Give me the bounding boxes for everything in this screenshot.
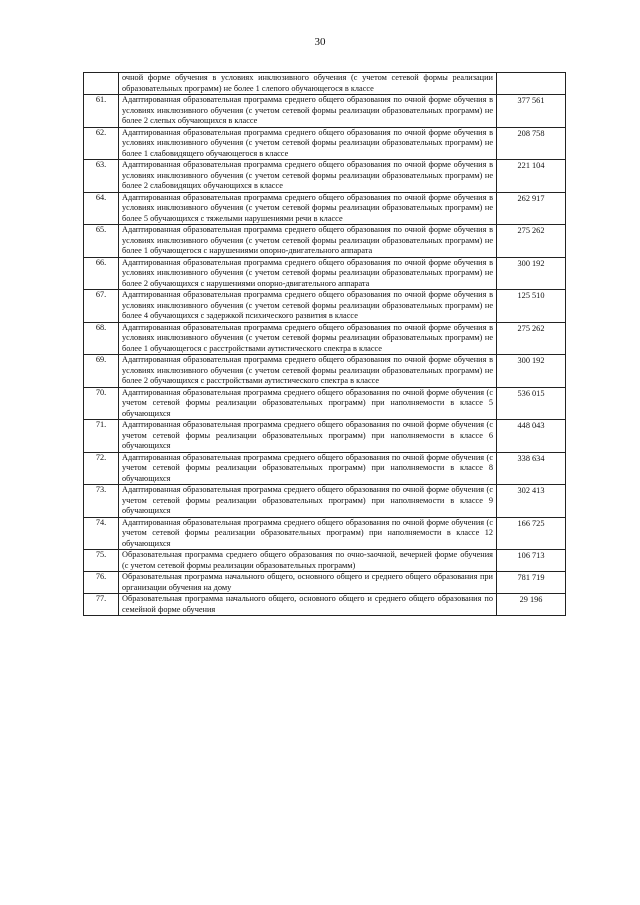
table-row [84, 160, 566, 193]
row-number [84, 73, 119, 95]
program-description: Адаптированная образовательная программа среднего общего образования по очной форме обучения в условиях инклюзивного обучения (с учетом сетевой формы реализации образовательных программ) не более 1 обучающегося с нарушениями опорно-двигательного аппарата [119, 225, 497, 258]
table-row [84, 517, 566, 550]
cost-value-cell [497, 127, 566, 160]
table-row [84, 290, 566, 323]
cost-value: 166 725 [517, 518, 545, 528]
program-description: Адаптированная образовательная программа среднего общего образования по очной форме обучения (с учетом сетевой формы реализации образовательных программ) при наполняемости в классе 9 обучающихся [119, 485, 497, 518]
table-body [84, 73, 566, 616]
cost-value-cell [497, 355, 566, 388]
program-description: Адаптированная образовательная программа среднего общего образования по очной форме обучения в условиях инклюзивного обучения (с учетом сетевой формы реализации образовательных программ) не более 5 обучающихся с тяжелыми нарушениями речи в классе [119, 192, 497, 225]
table-row [84, 550, 566, 572]
cost-value-cell [497, 225, 566, 258]
cost-value-cell [497, 550, 566, 572]
table-row [84, 322, 566, 355]
table-row [84, 485, 566, 518]
table-row [84, 594, 566, 616]
cost-value: 275 262 [517, 226, 545, 235]
program-description: Адаптированная образовательная программа среднего общего образования по очной форме обучения (с учетом сетевой формы реализации образовательных программ) при наполняемости в классе 12 обучающихся [119, 517, 497, 550]
row-number: 76. [84, 572, 119, 594]
cost-value-cell [497, 387, 566, 420]
table-row [84, 355, 566, 388]
program-description: Адаптированная образовательная программа среднего общего образования по очной форме обучения в условиях инклюзивного обучения (с учетом сетевой формы реализации образовательных программ) не более 2 слепых обучающихся в классе [119, 95, 497, 128]
page-number: 30 [314, 36, 326, 48]
table-row [84, 73, 566, 95]
program-description: Образовательная программа начального общего, основного общего и среднего общего образования по семейной форме обучения [119, 594, 497, 616]
row-number: 63. [84, 160, 119, 193]
cost-value: 29 196 [519, 595, 543, 604]
program-description: Адаптированная образовательная программа среднего общего образования по очной форме обучения в условиях инклюзивного обучения (с учетом сетевой формы реализации образовательных программ) не более 4 обучающихся с задержкой психического развития в классе [119, 290, 497, 323]
cost-value: 208 758 [517, 128, 545, 138]
program-description: Адаптированная образовательная программа среднего общего образования по очной форме обучения в условиях инклюзивного обучения (с учетом сетевой формы реализации образовательных программ) не более 1 обучающегося с расстройствами аутистического спектра в классе [119, 322, 497, 355]
program-description: Образовательная программа среднего общего образования по очно-заочной, вечерней форме обучения (с учетом сетевой формы реализации образовательных программ) [119, 550, 497, 572]
row-number: 77. [84, 594, 119, 616]
program-description: Адаптированная образовательная программа среднего общего образования по очной форме обучения в условиях инклюзивного обучения (с учетом сетевой формы реализации образовательных программ) не более 2 обучающихся с расстройствами аутистического спектра в классе [119, 355, 497, 388]
program-description: Адаптированная образовательная программа среднего общего образования по очной форме обучения в условиях инклюзивного обучения (с учетом сетевой формы реализации образовательных программ) не более 1 слабовидящего обучающегося в классе [119, 127, 497, 160]
cost-value-cell [497, 572, 566, 594]
cost-value: 781 719 [517, 573, 545, 582]
cost-value: 221 104 [517, 161, 545, 170]
table-row [84, 225, 566, 258]
cost-value-cell [497, 452, 566, 485]
program-description: Адаптированная образовательная программа среднего общего образования по очной форме обучения (с учетом сетевой формы реализации образовательных программ) при наполняемости в классе 5 обучающихся [119, 387, 497, 420]
program-description: Адаптированная образовательная программа среднего общего образования по очной форме обучения в условиях инклюзивного обучения (с учетом сетевой формы реализации образовательных программ) не более 2 слабовидящих обучающихся в классе [119, 160, 497, 193]
cost-value: 448 043 [517, 421, 545, 430]
cost-value: 300 192 [517, 356, 545, 365]
cost-value: 262 917 [517, 193, 545, 203]
row-number: 72. [84, 452, 119, 485]
table-row [84, 387, 566, 420]
program-description: Адаптированная образовательная программа среднего общего образования по очной форме обучения в условиях инклюзивного обучения (с учетом сетевой формы реализации образовательных программ) не более 2 обучающихся с нарушениями опорно-двигательного аппарата [119, 257, 497, 290]
cost-value-cell [497, 290, 566, 323]
row-number: 69. [84, 355, 119, 388]
row-number: 61. [84, 95, 119, 128]
cost-value: 300 192 [517, 258, 545, 268]
cost-value-cell [497, 257, 566, 290]
row-number: 74. [84, 517, 119, 550]
cost-value-cell [497, 594, 566, 616]
cost-value-cell [497, 160, 566, 193]
row-number: 62. [84, 127, 119, 160]
cost-value: 377 561 [517, 96, 545, 105]
row-number: 68. [84, 322, 119, 355]
row-number: 67. [84, 290, 119, 323]
row-number: 66. [84, 257, 119, 290]
standards-table [83, 72, 566, 616]
cost-value: 536 015 [517, 388, 545, 398]
cost-value: 106 713 [517, 551, 545, 560]
table-row [84, 192, 566, 225]
table-row [84, 572, 566, 594]
cost-value-cell [497, 322, 566, 355]
row-number: 75. [84, 550, 119, 572]
table-row [84, 95, 566, 128]
program-description: очной форме обучения в условиях инклюзивного обучения (с учетом сетевой формы реализации образовательных программ) не более 1 слепого обучающегося в классе [119, 73, 497, 95]
row-number: 70. [84, 387, 119, 420]
table-row [84, 257, 566, 290]
program-description: Адаптированная образовательная программа среднего общего образования по очной форме обучения (с учетом сетевой формы реализации образовательных программ) при наполняемости в классе 8 обучающихся [119, 452, 497, 485]
table-row [84, 420, 566, 453]
table-row [84, 127, 566, 160]
row-number: 73. [84, 485, 119, 518]
table-row [84, 452, 566, 485]
row-number: 71. [84, 420, 119, 453]
cost-value-cell [497, 517, 566, 550]
program-description: Образовательная программа начального общего, основного общего и среднего общего образования при организации обучения на дому [119, 572, 497, 594]
cost-value: 302 413 [517, 486, 545, 495]
cost-value: 338 634 [517, 453, 545, 463]
cost-value: 275 262 [517, 323, 545, 333]
row-number: 64. [84, 192, 119, 225]
cost-value-cell [497, 485, 566, 518]
cost-value-cell [497, 192, 566, 225]
cost-value-cell [497, 73, 566, 95]
row-number: 65. [84, 225, 119, 258]
cost-value-cell [497, 95, 566, 128]
program-description: Адаптированная образовательная программа среднего общего образования по очной форме обучения (с учетом сетевой формы реализации образовательных программ) при наполняемости в классе 6 обучающихся [119, 420, 497, 453]
cost-value: 125 510 [517, 291, 545, 300]
cost-value-cell [497, 420, 566, 453]
